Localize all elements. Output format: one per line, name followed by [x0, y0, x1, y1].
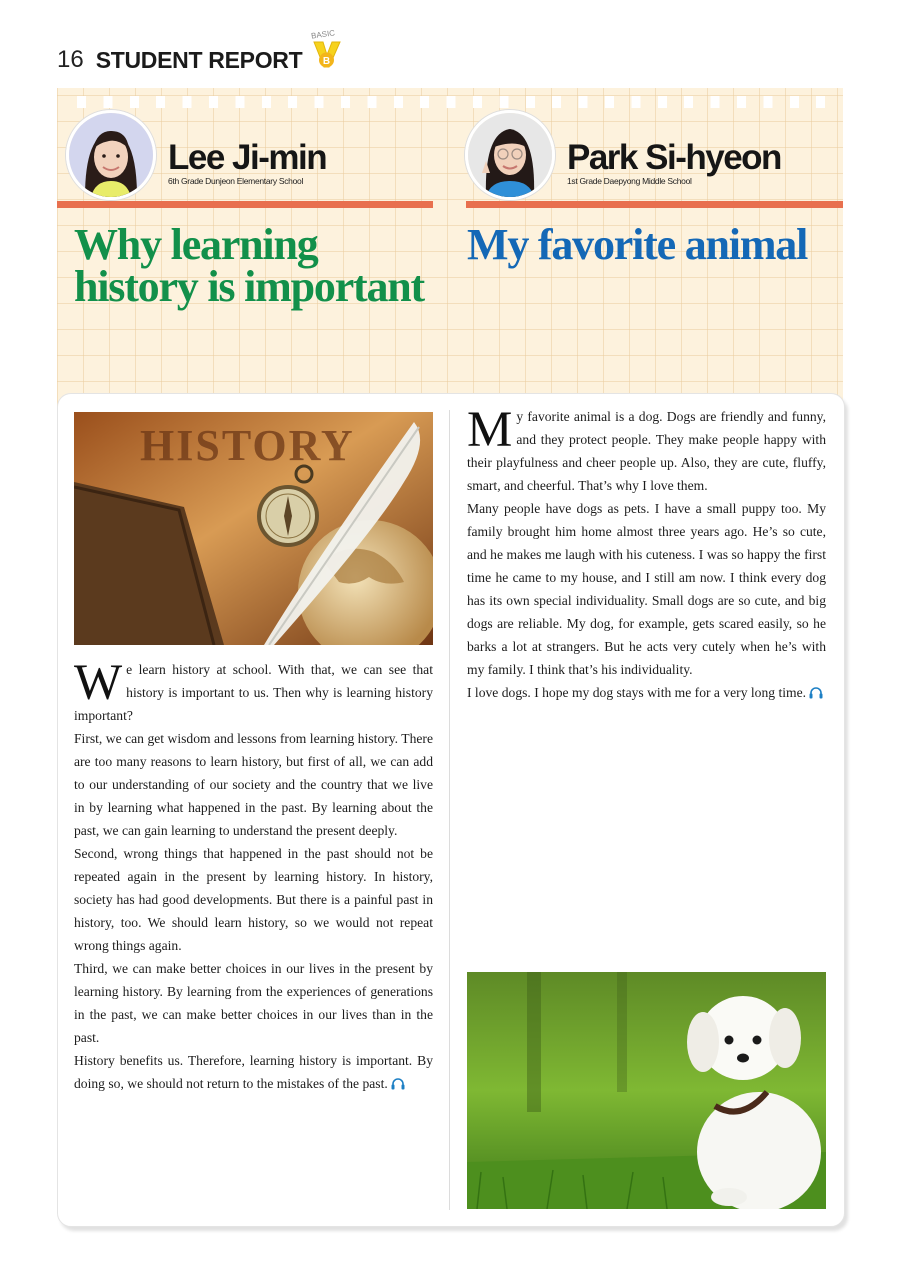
page-number: 16 — [57, 46, 84, 73]
headphones-icon[interactable] — [809, 683, 823, 706]
right-author-avatar — [465, 110, 555, 200]
dog-photo — [467, 972, 826, 1209]
left-author-avatar — [66, 110, 156, 200]
right-article-body — [467, 402, 826, 706]
right-title-rule — [466, 201, 843, 208]
page-header — [57, 28, 346, 78]
punch-hole-row — [77, 96, 829, 108]
level-letter: B — [323, 56, 331, 67]
right-paragraph: Many people have dogs as pets. I have a small puppy too. My family brought him home almost three years ago. He’s so cute, and he makes me laugh with his cuteness. I was so happy the first time he came to my house, and I still am now. I think every dog has its own special individuality. Small dogs are so cute, and big dogs are reliable. My dog, for example, gets scared easily, so he barks a lot at strangers. But he acts very cutely when he’s with my family. I think that’s his individuality. — [467, 501, 826, 677]
right-paragraph: I love dogs. I hope my dog stays with me for a very long time. — [467, 681, 826, 706]
left-title-rule — [57, 201, 433, 208]
left-paragraph: First, we can get wisdom and lessons from learning history. There are too many reasons to learn history, but first of all, we can add to our understanding of our society and the country that we live in by learning what happened in the past. By learning about the past, we can gain learning to understand the present deeply. — [74, 731, 433, 838]
right-author-block — [465, 112, 781, 198]
left-paragraph: Second, wrong things that happened in the past should not be repeated again in the present by learning history. In history, society has had good developments. But there is a painful past in history, too. We should learn history, so we would not repeat wrong things again. — [74, 846, 433, 953]
left-article-title: Why learning history is important — [74, 220, 425, 311]
level-badge — [310, 28, 346, 74]
column-divider — [449, 410, 450, 1210]
left-author-school: 6th Grade Dunjeon Elementary School — [168, 176, 304, 186]
left-paragraph: We learn history at school. With that, we can see that history is important to us. Then why is learning history important? — [74, 655, 433, 723]
left-author-name: Lee Ji-min — [168, 138, 327, 177]
right-paragraph: My favorite animal is a dog. Dogs are friendly and funny, and they protect people. They make people happy with their playfulness and cheer people up. Also, they are cute, fluffy, smart, and cheerful. That’s why I love them. — [467, 402, 826, 493]
headphones-icon[interactable] — [391, 1074, 405, 1097]
left-paragraph: History benefits us. Therefore, learning history is important. By doing so, we should not return to the mistakes of the past. — [74, 1049, 433, 1097]
left-drop-cap: W — [74, 655, 123, 711]
left-paragraph: Third, we can make better choices in our lives in the present by learning history. By learning from the experiences of generations in the past, we can make better choices in our lives than in the past. — [74, 961, 433, 1045]
left-article-body — [74, 655, 433, 1097]
section-title: STUDENT REPORT — [95, 46, 303, 73]
right-author-school: 1st Grade Daepyong Middle School — [567, 176, 692, 186]
level-v-icon — [310, 38, 344, 72]
left-author-block — [66, 112, 326, 198]
right-drop-cap: M — [467, 402, 513, 458]
history-photo — [74, 412, 433, 645]
level-text: BASIC — [310, 28, 336, 41]
right-article-title: My favorite animal — [467, 220, 808, 269]
history-image-text: HISTORY — [140, 421, 355, 470]
right-author-name: Park Si-hyeon — [567, 138, 781, 177]
